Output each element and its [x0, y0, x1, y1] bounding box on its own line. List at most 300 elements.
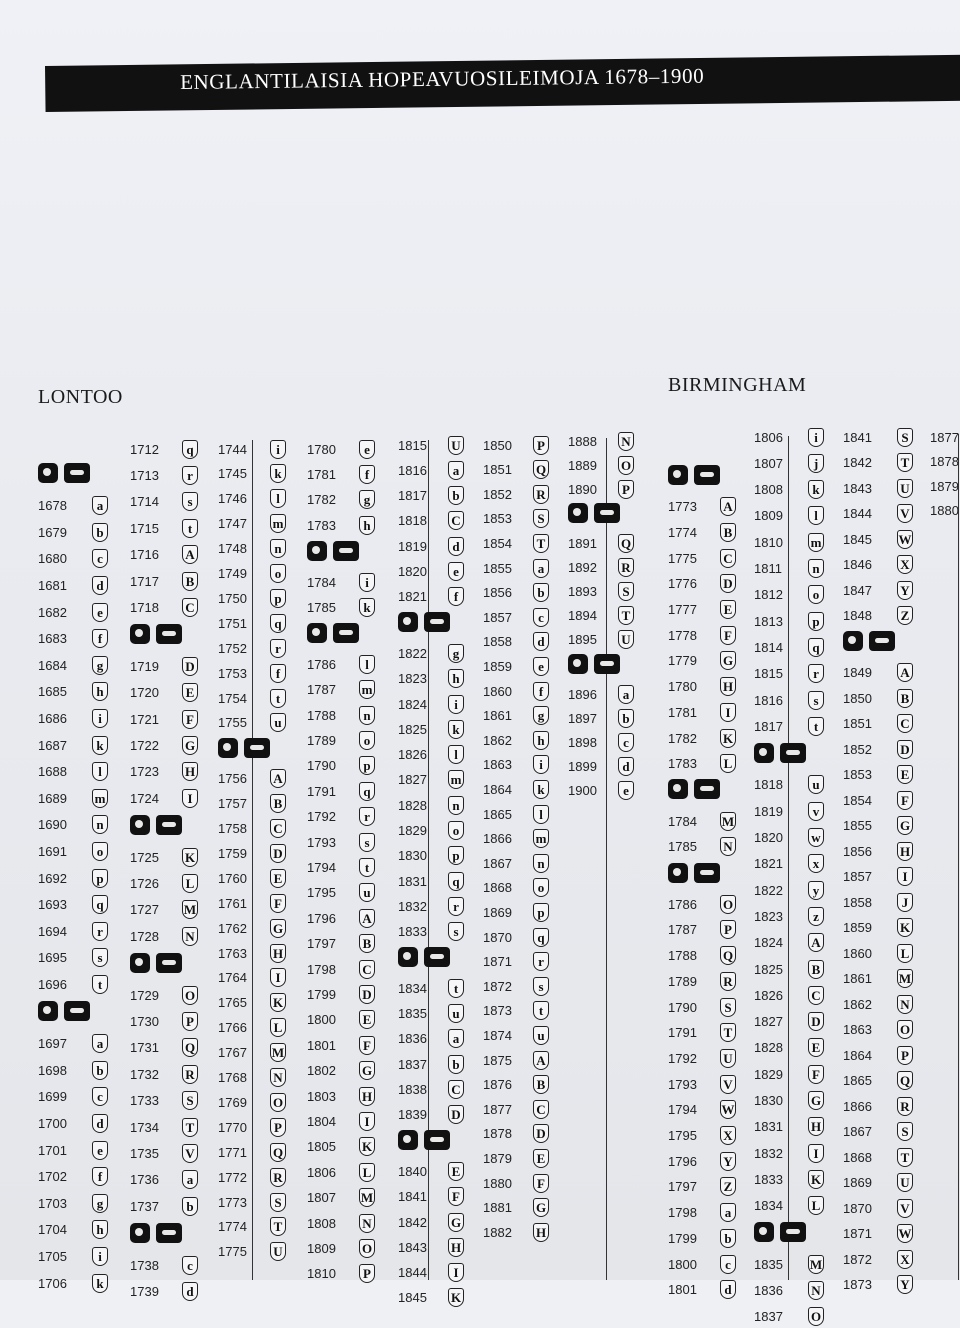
date-letter-row	[398, 485, 464, 507]
year-label: 1728	[130, 928, 159, 944]
date-letter-mark: s	[359, 833, 375, 852]
date-letter-row	[843, 993, 913, 1015]
year-label: 1772	[218, 1169, 247, 1185]
date-letter-mark: C	[359, 960, 375, 979]
date-letter-mark: g	[533, 706, 549, 725]
date-letter-mark: L	[808, 1196, 824, 1215]
leopard-head-icon	[38, 1001, 58, 1021]
year-label: 1815	[398, 437, 427, 453]
date-letter-row	[218, 463, 286, 485]
year-label: 1835	[754, 1256, 783, 1272]
year-label: 1682	[38, 604, 67, 620]
date-letter-row	[483, 828, 549, 850]
date-letter-row	[38, 840, 108, 862]
date-letter-mark: m	[359, 680, 375, 699]
date-letter-mark: c	[92, 1087, 108, 1106]
year-label: 1843	[398, 1239, 427, 1255]
date-letter-row	[568, 532, 634, 554]
lion-passant-icon	[424, 947, 450, 967]
date-letter-mark: C	[897, 714, 913, 733]
date-letter-row	[218, 793, 286, 815]
date-letter-mark: b	[92, 1061, 108, 1080]
leopard-head-icon	[668, 863, 688, 883]
year-label: 1762	[218, 920, 247, 936]
year-label: 1845	[843, 531, 872, 547]
year-label: 1706	[38, 1275, 67, 1291]
date-letter-row	[668, 521, 736, 543]
date-letter-mark: O	[618, 456, 634, 475]
date-letter-row	[398, 1287, 464, 1309]
date-letter-mark: Y	[897, 1275, 913, 1294]
date-letter-mark: k	[533, 780, 549, 799]
year-label: 1867	[483, 855, 512, 871]
date-letter-row	[218, 1241, 286, 1263]
year-label: 1889	[568, 457, 597, 473]
year-label: 1701	[38, 1142, 67, 1158]
lion-passant-icon	[244, 738, 270, 758]
year-label: 1842	[398, 1214, 427, 1230]
date-letter-row	[398, 921, 464, 943]
date-letter-row	[483, 631, 549, 653]
year-label: 1895	[568, 632, 597, 648]
date-letter-mark: K	[808, 1170, 824, 1189]
hallmark-icons	[38, 1000, 96, 1022]
date-letter-row	[754, 1195, 824, 1217]
date-letter-mark: t	[182, 519, 198, 538]
date-letter-row	[754, 1280, 824, 1302]
date-letter-mark: M	[898, 971, 912, 986]
year-label: 1838	[398, 1082, 427, 1097]
hallmark-icons	[668, 464, 726, 486]
year-label: 1744	[218, 441, 247, 457]
hallmark-icons	[130, 952, 188, 974]
date-letter-mark: K	[270, 993, 286, 1012]
date-letter-mark: f	[448, 587, 464, 606]
date-letter-mark: A	[182, 545, 198, 564]
date-letter-mark: U	[897, 1173, 913, 1192]
year-label: 1752	[218, 640, 247, 656]
date-letter-mark: A	[270, 769, 286, 788]
lion-passant-icon	[694, 779, 720, 799]
date-letter-mark: B	[270, 794, 286, 813]
year-label: 1850	[843, 690, 872, 706]
year-label: 1718	[130, 599, 159, 615]
year-label: 1870	[483, 929, 512, 945]
date-letter-row	[398, 1160, 464, 1182]
date-letter-mark: i	[533, 755, 549, 774]
date-letter-row	[218, 1191, 286, 1213]
date-letter-mark: f	[533, 682, 549, 701]
date-letter-mark: H	[808, 1117, 824, 1136]
date-letter-mark: q	[448, 872, 464, 891]
date-letter-row	[754, 1037, 824, 1059]
date-letter-mark: g	[448, 644, 464, 663]
year-label: 1893	[568, 584, 597, 600]
date-letter-mark: u	[270, 713, 286, 732]
date-letter-mark: W	[898, 531, 912, 547]
date-letter-row	[843, 1248, 913, 1270]
hallmark-icons	[568, 502, 626, 524]
date-letter-row	[218, 892, 286, 914]
date-letter-row	[754, 689, 824, 711]
year-label: 1790	[668, 999, 697, 1015]
date-letter-row	[843, 713, 913, 735]
year-label: 1864	[843, 1047, 872, 1063]
date-letter-row	[218, 917, 286, 939]
lion-passant-icon	[594, 503, 620, 523]
date-letter-row	[307, 882, 375, 904]
date-letter-mark: c	[92, 549, 108, 568]
year-label: 1892	[568, 560, 597, 575]
date-letter-mark: q	[270, 614, 286, 633]
year-label: 1747	[218, 516, 247, 532]
date-letter-mark: d	[448, 537, 464, 556]
date-letter-row	[307, 463, 375, 485]
year-label: 1897	[568, 710, 597, 726]
date-letter-mark: C	[270, 819, 286, 838]
date-letter-mark: R	[897, 1097, 913, 1116]
year-label: 1734	[130, 1119, 159, 1135]
date-letter-row	[398, 744, 464, 766]
date-letter-mark: e	[448, 562, 464, 581]
year-label: 1853	[843, 767, 872, 782]
date-letter-row	[754, 558, 824, 580]
date-letter-mark: Q	[897, 1071, 913, 1090]
year-label: 1694	[38, 923, 67, 939]
year-label: 1845	[398, 1290, 427, 1306]
date-letter-mark: q	[808, 638, 824, 657]
year-label: 1843	[843, 480, 872, 496]
year-label: 1834	[398, 980, 427, 996]
date-letter-mark: D	[720, 574, 736, 593]
date-letter-mark: F	[720, 626, 736, 645]
date-letter-row	[307, 958, 375, 980]
date-letter-row	[130, 1090, 198, 1112]
hallmark-icons	[568, 653, 626, 675]
date-letter-row	[398, 845, 464, 867]
year-label: 1808	[307, 1215, 336, 1231]
date-letter-mark: W	[898, 1226, 912, 1241]
year-label: 1719	[130, 658, 159, 674]
year-label: 1721	[130, 711, 159, 727]
date-letter-row	[843, 917, 913, 939]
year-label: 1792	[668, 1050, 697, 1066]
date-letter-row	[218, 842, 286, 864]
date-letter-mark: N	[720, 837, 736, 856]
date-letter-row	[668, 996, 736, 1018]
year-label: 1891	[568, 535, 597, 551]
date-letter-row	[843, 764, 913, 786]
date-letter-row	[754, 505, 824, 527]
date-letter-mark: B	[808, 960, 824, 979]
year-label: 1880	[930, 503, 959, 518]
lion-passant-icon	[869, 631, 895, 651]
date-letter-row	[38, 548, 108, 570]
date-letter-row	[130, 761, 198, 783]
leopard-head-icon	[130, 815, 150, 835]
year-label: 1712	[130, 441, 159, 457]
date-letter-mark: m	[270, 514, 286, 533]
date-letter-mark: b	[448, 1055, 464, 1074]
date-letter-mark: r	[808, 664, 824, 683]
year-label: 1679	[38, 524, 67, 540]
date-letter-mark: e	[359, 440, 375, 459]
date-letter-row	[130, 1116, 198, 1138]
year-label: 1715	[130, 520, 159, 536]
date-letter-row	[483, 606, 549, 628]
date-letter-mark: U	[270, 1242, 286, 1261]
date-letter-row	[568, 707, 634, 729]
date-letter-mark: a	[618, 685, 634, 704]
date-letter-row	[307, 571, 375, 593]
date-letter-row	[398, 668, 464, 690]
date-letter-row	[754, 1168, 824, 1190]
date-letter-mark: P	[359, 1264, 375, 1283]
year-label: 1780	[668, 679, 697, 695]
date-letter-row	[307, 514, 375, 536]
year-label: 1807	[754, 455, 783, 471]
date-letter-mark: u	[448, 1004, 464, 1023]
date-letter-mark: o	[270, 564, 286, 583]
year-label: 1821	[754, 856, 783, 872]
date-letter-row	[38, 1166, 108, 1188]
year-label: 1746	[218, 491, 247, 507]
date-letter-row	[130, 1169, 198, 1191]
date-letter-mark: o	[808, 585, 824, 604]
year-label: 1774	[218, 1219, 247, 1235]
year-label: 1810	[754, 534, 783, 550]
year-label: 1866	[483, 831, 512, 847]
year-label: 1714	[130, 494, 159, 510]
date-letter-mark: T	[897, 453, 913, 472]
date-letter-mark: b	[92, 523, 108, 542]
date-letter-mark: j	[808, 454, 824, 473]
year-label: 1835	[398, 1006, 427, 1022]
date-letter-mark: U	[897, 479, 913, 498]
date-letter-mark: R	[533, 485, 549, 504]
date-letter-row	[483, 459, 549, 481]
date-letter-mark: u	[808, 775, 824, 794]
date-letter-mark: n	[448, 796, 464, 815]
date-letter-mark: Q	[533, 460, 549, 479]
year-label: 1730	[130, 1013, 159, 1029]
date-letter-row	[843, 503, 913, 525]
date-letter-row	[38, 1033, 108, 1055]
year-label: 1750	[218, 590, 247, 606]
hallmark-icons	[398, 946, 456, 968]
date-letter-mark: I	[448, 1263, 464, 1282]
date-letter-row	[483, 1024, 549, 1046]
year-label: 1868	[843, 1149, 872, 1165]
date-letter-row	[130, 1010, 198, 1032]
year-label: 1690	[38, 817, 67, 833]
date-letter-mark: m	[808, 533, 824, 552]
year-label: 1684	[38, 657, 67, 673]
hallmark-icons	[754, 1221, 812, 1243]
date-letter-mark: n	[92, 815, 108, 834]
date-letter-mark: q	[359, 782, 375, 801]
date-letter-row	[130, 1280, 198, 1302]
year-label: 1851	[843, 716, 872, 731]
year-label: 1678	[38, 498, 67, 514]
date-letter-row	[130, 544, 198, 566]
date-letter-row	[307, 1110, 375, 1132]
year-label: 1857	[843, 869, 872, 884]
date-letter-row	[130, 438, 198, 460]
date-letter-row	[843, 1019, 913, 1041]
year-label: 1681	[38, 577, 67, 593]
year-label: 1773	[668, 499, 697, 515]
date-letter-mark: A	[808, 933, 824, 952]
date-letter-mark: u	[359, 883, 375, 902]
year-label: 1795	[307, 885, 336, 901]
date-letter-mark: H	[448, 1238, 464, 1257]
year-label: 1696	[38, 976, 67, 992]
year-label: 1805	[307, 1139, 336, 1155]
date-letter-mark: D	[359, 985, 375, 1004]
date-letter-row	[218, 967, 286, 989]
year-label: 1856	[483, 585, 512, 601]
date-letter-row	[398, 870, 464, 892]
date-letter-row	[130, 464, 198, 486]
date-letter-mark: b	[618, 709, 634, 728]
date-letter-mark: S	[720, 998, 736, 1017]
date-letter-mark: T	[182, 1118, 198, 1137]
date-letter-mark: B	[359, 934, 375, 953]
date-letter-row	[483, 1000, 549, 1022]
year-label: 1836	[754, 1283, 783, 1299]
year-label: 1748	[218, 541, 247, 557]
date-letter-mark: C	[448, 511, 464, 530]
year-label: 1780	[307, 441, 336, 457]
year-label: 1806	[754, 429, 783, 445]
date-letter-mark: i	[359, 573, 375, 592]
year-label: 1841	[843, 429, 872, 445]
date-letter-mark: E	[533, 1149, 549, 1168]
year-label: 1844	[843, 506, 872, 521]
date-letter-row	[754, 932, 824, 954]
date-letter-mark: K	[359, 1137, 375, 1156]
date-letter-mark: r	[533, 952, 549, 971]
date-letter-mark: d	[92, 1114, 108, 1133]
date-letter-mark: H	[270, 944, 286, 963]
date-letter-row	[483, 729, 549, 751]
date-letter-row	[398, 693, 464, 715]
date-letter-row	[398, 1053, 464, 1075]
year-label: 1766	[218, 1020, 247, 1036]
date-letter-row	[483, 680, 549, 702]
year-label: 1778	[668, 627, 697, 643]
year-label: 1735	[130, 1145, 159, 1161]
year-label: 1794	[307, 859, 336, 875]
date-letter-mark: C	[808, 986, 824, 1005]
date-letter-mark: i	[448, 695, 464, 714]
date-letter-row	[218, 1141, 286, 1163]
date-letter-row	[843, 1070, 913, 1092]
leopard-head-icon	[398, 612, 418, 632]
date-letter-mark: k	[92, 1274, 108, 1293]
date-letter-mark: t	[448, 979, 464, 998]
date-letter-row	[307, 1187, 375, 1209]
date-letter-row	[668, 1099, 736, 1121]
date-letter-row	[307, 755, 375, 777]
year-label: 1804	[307, 1113, 336, 1129]
date-letter-mark: s	[808, 691, 824, 710]
year-label: 1798	[307, 961, 336, 977]
date-letter-row	[843, 662, 913, 684]
date-letter-row	[754, 1306, 824, 1328]
lion-passant-icon	[64, 1001, 90, 1021]
date-letter-row	[38, 1112, 108, 1134]
hallmark-icons	[398, 611, 456, 633]
date-letter-row	[218, 992, 286, 1014]
date-letter-row	[754, 984, 824, 1006]
date-letter-row	[38, 894, 108, 916]
year-label: 1700	[38, 1115, 67, 1131]
date-letter-row	[568, 581, 634, 603]
year-label: 1873	[843, 1277, 872, 1292]
date-letter-mark: S	[618, 582, 634, 601]
year-label: 1826	[398, 747, 427, 763]
year-label: 1841	[398, 1189, 427, 1205]
date-letter-mark: a	[92, 1034, 108, 1053]
year-label: 1896	[568, 686, 597, 702]
date-letter-mark: o	[448, 821, 464, 840]
date-letter-mark: V	[182, 1144, 198, 1163]
date-letter-row	[307, 653, 375, 675]
date-letter-row	[38, 920, 108, 942]
date-letter-mark: M	[721, 813, 735, 829]
year-label: 1865	[483, 806, 512, 822]
year-label: 1809	[754, 508, 783, 524]
year-label: 1833	[754, 1171, 783, 1187]
date-letter-row	[754, 879, 824, 901]
year-label: 1830	[754, 1093, 783, 1108]
year-label: 1817	[398, 488, 427, 504]
date-letter-row	[668, 727, 736, 749]
lion-passant-icon	[64, 463, 90, 483]
year-label: 1723	[130, 764, 159, 780]
year-label: 1777	[668, 602, 697, 617]
date-letter-row	[130, 655, 198, 677]
date-letter-mark: g	[359, 490, 375, 509]
lion-passant-icon	[694, 863, 720, 883]
date-letter-row	[398, 820, 464, 842]
date-letter-row	[483, 1074, 549, 1096]
date-letter-row	[130, 872, 198, 894]
date-letter-mark: C	[448, 1080, 464, 1099]
date-letter-row	[668, 1022, 736, 1044]
year-label: 1785	[307, 599, 336, 615]
date-letter-row	[843, 968, 913, 990]
date-letter-mark: I	[270, 968, 286, 987]
year-label: 1852	[843, 741, 872, 757]
year-label: 1784	[307, 574, 336, 590]
year-label: 1812	[754, 587, 783, 603]
date-letter-row	[398, 1186, 464, 1208]
date-letter-row	[38, 734, 108, 756]
date-letter-mark: G	[533, 1198, 549, 1217]
date-letter-mark: S	[897, 428, 913, 447]
date-letter-mark: q	[533, 928, 549, 947]
date-letter-mark: E	[448, 1162, 464, 1181]
date-letter-mark: E	[720, 600, 736, 619]
date-letter-mark: V	[897, 1199, 913, 1218]
date-letter-mark: B	[182, 572, 198, 591]
date-letter-row	[218, 818, 286, 840]
year-label: 1792	[307, 809, 336, 825]
date-letter-row	[930, 500, 960, 522]
